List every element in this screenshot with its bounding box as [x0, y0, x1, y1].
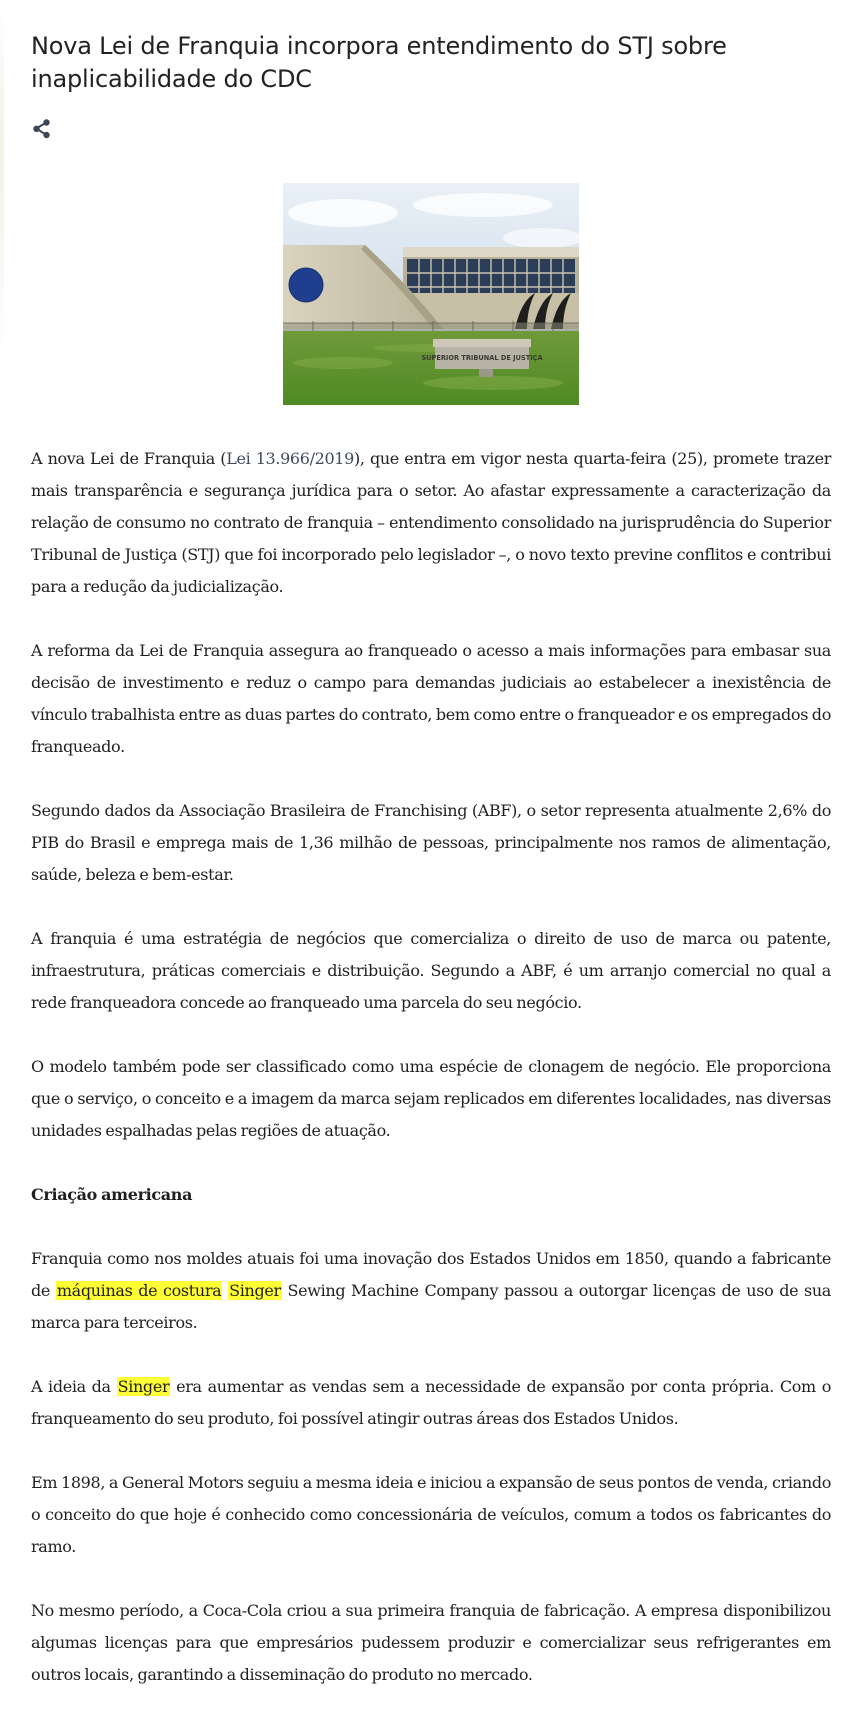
stj-building-photo: [283, 183, 579, 405]
paragraph: No mesmo período, a Coca-Cola criou a sua primeira franquia de fabricação. A empresa disponibilizou algumas licenças para que empresários pudessem produzir e comercializar seus refrigerantes em outros locais, garantindo a disseminação do produto no mercado.: [31, 1601, 831, 1684]
article: [31, 0, 831, 1723]
law-link[interactable]: Lei 13.966/2019: [226, 449, 354, 468]
article-title: Nova Lei de Franquia incorpora entendimento do STJ sobre inaplicabilidade do CDC: [31, 32, 727, 93]
left-edge-shadow: [0, 0, 4, 370]
highlight: Singer: [117, 1377, 170, 1396]
article-body: [31, 443, 831, 1691]
highlight: máquinas de costura: [56, 1281, 222, 1300]
paragraph: A franquia é uma estratégia de negócios que comercializa o direito de uso de marca ou patente, infraestrutura, práticas comerciais e distribuição. Segundo a ABF, é um arranjo comercial no qual a rede franqueadora concede ao franqueado uma parcela do seu negócio.: [31, 929, 831, 1012]
sign-text: SUPERIOR TRIBUNAL DE JUSTIÇA: [421, 354, 543, 362]
paragraph: Franquia como nos moldes atuais foi uma inovação dos Estados Unidos em 1850, quando a fabricante de máquinas de costura Singer Sewing Machine Company passou a outorgar licenças de uso de sua marca para terceiros.: [31, 1249, 831, 1332]
paragraph: Segundo dados da Associação Brasileira de Franchising (ABF), o setor representa atualmente 2,6% do PIB do Brasil e emprega mais de 1,36 milhão de pessoas, principalmente nos ramos de alimentação, saúde, beleza e bem-estar.: [31, 801, 831, 884]
share-icon: [31, 118, 53, 140]
paragraph: A reforma da Lei de Franquia assegura ao franqueado o acesso a mais informações para embasar sua decisão de investimento e reduz o campo para demandas judiciais ao estabelecer a inexistência de vínculo trabalhista entre as duas partes do contrato, bem como entre o franqueador e os empregados do franqueado.: [31, 641, 831, 756]
section-subheading: Criação americana: [31, 1185, 193, 1204]
paragraph: A ideia da Singer era aumentar as vendas sem a necessidade de expansão por conta própria. Com o franqueamento do seu produto, foi possível atingir outras áreas dos Estados Unidos.: [31, 1377, 831, 1428]
share-button[interactable]: [31, 118, 53, 140]
article-figure: [31, 183, 831, 405]
paragraph: O modelo também pode ser classificado como uma espécie de clonagem de negócio. Ele proporciona que o serviço, o conceito e a imagem da marca sejam replicados em diferentes localidades, nas diversas unidades espalhadas pelas regiões de atuação.: [31, 1057, 831, 1140]
highlight: Singer: [229, 1281, 281, 1300]
paragraph: Em 1898, a General Motors seguiu a mesma ideia e iniciou a expansão de seus pontos de venda, criando o conceito do que hoje é conhecido como concessionária de veículos, comum a todos os fabricantes do ramo.: [31, 1473, 831, 1556]
paragraph: A nova Lei de Franquia (Lei 13.966/2019), que entra em vigor nesta quarta-feira (25), promete trazer mais transparência e segurança jurídica para o setor. Ao afastar expressamente a caracterização da relação de consumo no contrato de franquia – entendimento consolidado na jurisprudência do Superior Tribunal de Justiça (STJ) que foi incorporado pelo legislador –, o novo texto previne conflitos e contribui para a redução da judicialização.: [31, 449, 831, 596]
